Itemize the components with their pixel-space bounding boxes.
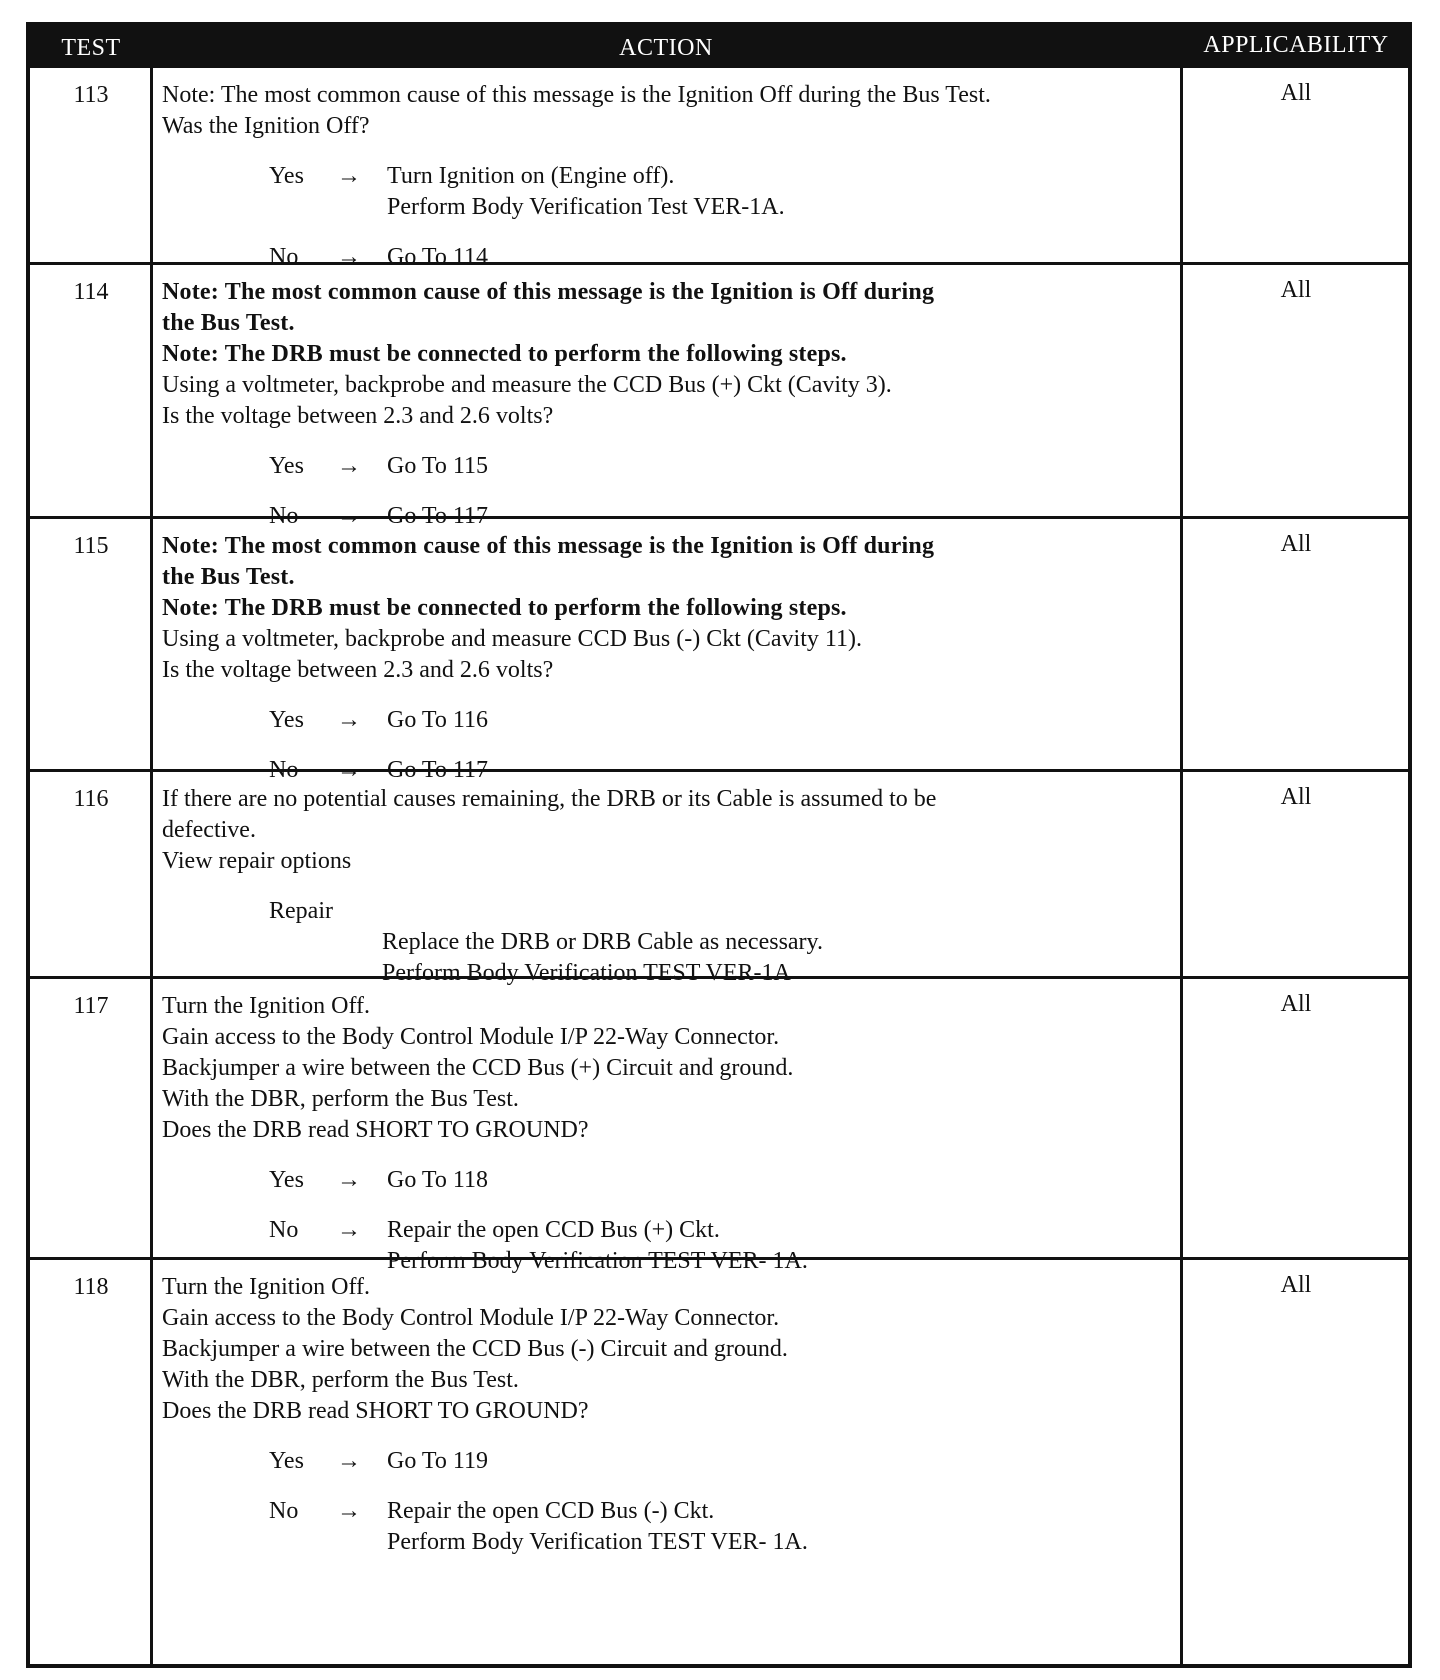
applicability-value: All [1280, 277, 1312, 303]
arrow-icon: → [337, 757, 361, 783]
action-line: If there are no potential causes remaining, the DRB or its Cable is assumed to be [162, 786, 937, 812]
test-table [26, 22, 1412, 1668]
action-line: Is the voltage between 2.3 and 2.6 volts? [162, 657, 554, 683]
yes-result: Go To 115 [387, 453, 488, 479]
no-result: Repair the open CCD Bus (-) Ckt. [387, 1498, 715, 1524]
yes-label: Yes [269, 707, 304, 733]
arrow-icon: → [337, 503, 361, 529]
yes-result: Perform Body Verification Test VER-1A. [387, 194, 785, 220]
action-line: Turn the Ignition Off. [162, 993, 371, 1019]
action-cell [162, 531, 1172, 786]
repair-step: Perform Body Verification TEST VER-1A [382, 960, 791, 986]
arrow-icon: → [337, 1167, 361, 1193]
arrow-icon: → [337, 453, 361, 479]
test-number: 117 [73, 993, 109, 1019]
action-line: With the DBR, perform the Bus Test. [162, 1086, 519, 1112]
arrow-icon: → [337, 1448, 361, 1474]
table-row [30, 1257, 1408, 1627]
yes-option [162, 1446, 1172, 1477]
action-cell [162, 80, 1172, 273]
no-result: Perform Body Verification TEST VER- 1A. [387, 1248, 808, 1274]
yes-option [162, 1165, 1172, 1196]
applicability-value: All [1280, 1272, 1312, 1298]
header-test: TEST [61, 35, 121, 61]
yes-result: Go To 116 [387, 707, 488, 733]
yes-label: Yes [269, 1167, 304, 1193]
yes-label: Yes [269, 1448, 304, 1474]
table-header [30, 26, 1408, 68]
applicability-value: All [1280, 531, 1312, 557]
header-applicability: APPLICABILITY [1203, 32, 1389, 58]
action-note-bold: the Bus Test. [162, 564, 295, 590]
action-note-bold: the Bus Test. [162, 310, 295, 336]
action-cell [162, 784, 1172, 989]
action-line: Backjumper a wire between the CCD Bus (-) Circuit and ground. [162, 1336, 788, 1362]
action-line: Turn the Ignition Off. [162, 1274, 371, 1300]
arrow-icon: → [337, 707, 361, 733]
action-note-bold: Note: The most common cause of this message is the Ignition is Off during [162, 279, 935, 305]
applicability-value: All [1280, 784, 1312, 810]
repair-step: Replace the DRB or DRB Cable as necessary. [382, 929, 823, 955]
yes-result: Go To 118 [387, 1167, 488, 1193]
yes-label: Yes [269, 163, 304, 189]
action-cell [162, 991, 1172, 1277]
action-line: View repair options [162, 848, 352, 874]
no-label: No [269, 1498, 299, 1524]
no-option [162, 1215, 1172, 1246]
yes-label: Yes [269, 453, 304, 479]
action-line: Does the DRB read SHORT TO GROUND? [162, 1398, 589, 1424]
table-row [30, 516, 1408, 783]
table-row [30, 976, 1408, 1274]
action-line: Is the voltage between 2.3 and 2.6 volts? [162, 403, 554, 429]
action-line: Using a voltmeter, backprobe and measure CCD Bus (-) Ckt (Cavity 11). [162, 626, 862, 652]
yes-option [162, 451, 1172, 482]
arrow-icon: → [337, 163, 361, 189]
action-cell [162, 1272, 1172, 1558]
action-line: Note: The most common cause of this message is the Ignition Off during the Bus Test. [162, 82, 991, 108]
action-line: Gain access to the Body Control Module I/P 22-Way Connector. [162, 1305, 780, 1331]
no-label: No [269, 1217, 299, 1243]
yes-result: Go To 119 [387, 1448, 488, 1474]
no-result: Perform Body Verification TEST VER- 1A. [387, 1529, 808, 1555]
arrow-icon: → [337, 244, 361, 270]
repair-label: Repair [269, 898, 333, 924]
no-result-continuation [162, 1527, 1172, 1558]
action-line: With the DBR, perform the Bus Test. [162, 1367, 519, 1393]
header-action: ACTION [619, 35, 713, 61]
yes-result: Turn Ignition on (Engine off). [387, 163, 675, 189]
no-option [162, 1496, 1172, 1527]
test-number: 114 [73, 279, 109, 305]
action-note-bold: Note: The DRB must be connected to perform the following steps. [162, 341, 847, 367]
yes-result-continuation [162, 192, 1172, 223]
test-number: 113 [73, 82, 109, 108]
no-result: Go To 117 [387, 757, 488, 783]
no-result: Repair the open CCD Bus (+) Ckt. [387, 1217, 720, 1243]
test-number: 118 [73, 1274, 109, 1300]
action-line: Gain access to the Body Control Module I/P 22-Way Connector. [162, 1024, 780, 1050]
test-number: 115 [73, 533, 109, 559]
applicability-value: All [1280, 80, 1312, 106]
no-label: No [269, 503, 299, 529]
arrow-icon: → [337, 1217, 361, 1243]
arrow-icon: → [337, 1498, 361, 1524]
yes-option [162, 705, 1172, 736]
action-note-bold: Note: The most common cause of this message is the Ignition is Off during [162, 533, 935, 559]
no-label: No [269, 244, 299, 270]
action-line: Backjumper a wire between the CCD Bus (+) Circuit and ground. [162, 1055, 794, 1081]
yes-option [162, 161, 1172, 192]
applicability-value: All [1280, 991, 1312, 1017]
table-row [30, 68, 1408, 270]
table-row [30, 769, 1408, 986]
no-result: Go To 117 [387, 503, 488, 529]
table-row [30, 262, 1408, 529]
no-label: No [269, 757, 299, 783]
action-note-bold: Note: The DRB must be connected to perform the following steps. [162, 595, 847, 621]
action-line: Using a voltmeter, backprobe and measure the CCD Bus (+) Ckt (Cavity 3). [162, 372, 892, 398]
action-cell [162, 277, 1172, 532]
action-line: Was the Ignition Off? [162, 113, 370, 139]
test-number: 116 [73, 786, 109, 812]
no-result: Go To 114 [387, 244, 488, 270]
action-line: Does the DRB read SHORT TO GROUND? [162, 1117, 589, 1143]
action-line: defective. [162, 817, 256, 843]
